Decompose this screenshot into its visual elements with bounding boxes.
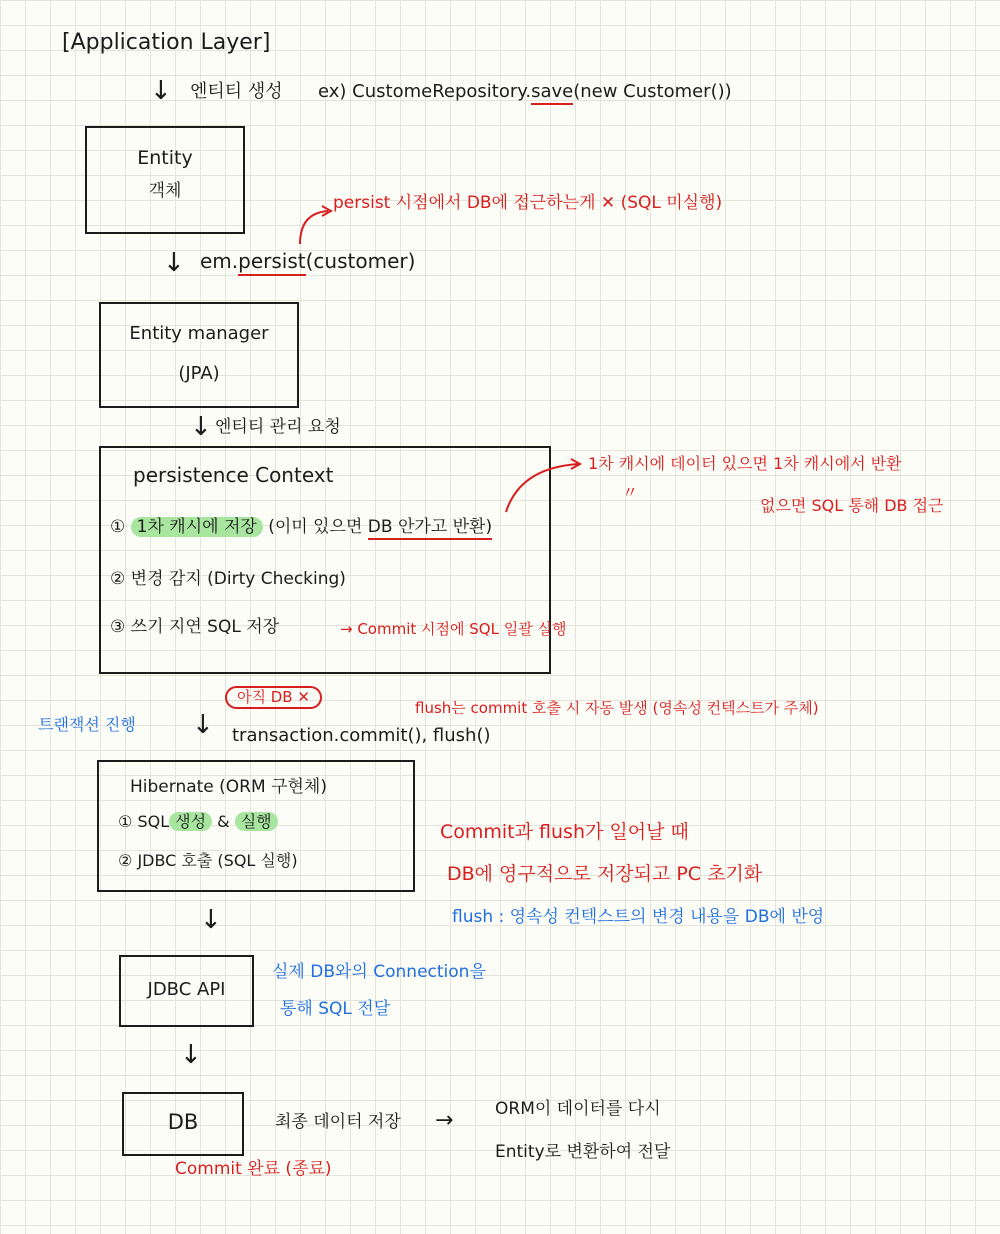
- entity-box-title: Entity: [137, 147, 193, 169]
- cache-note-line2: 없으면 SQL 통해 DB 접근: [760, 496, 944, 515]
- commit-flush-note-line2: DB에 영구적으로 저장되고 PC 초기화: [447, 863, 763, 885]
- entity-manager-title: Entity manager: [129, 323, 269, 344]
- commit-done-label: Commit 완료 (종료): [175, 1159, 332, 1179]
- pc-item-3-note: → Commit 시점에 SQL 일괄 실행: [340, 620, 567, 638]
- not-yet-db-note: 아직 DB ✕: [225, 686, 322, 709]
- cache-note-arrow: [506, 464, 578, 512]
- down-arrow-5: ↓: [200, 905, 222, 935]
- persist-note: persist 시점에서 DB에 접근하는게 ✕ (SQL 미실행): [333, 193, 723, 213]
- flush-definition: flush : 영속성 컨텍스트의 변경 내용을 DB에 반영: [452, 907, 825, 927]
- orm-note-line2: Entity로 변환하여 전달: [495, 1142, 671, 1162]
- down-arrow-4: ↓: [192, 710, 214, 740]
- hibernate-item-2: ② JDBC 호출 (SQL 실행): [118, 851, 298, 870]
- hibernate-item-1: ① SQL 생성 & 실행: [118, 813, 278, 831]
- entity-box-subtitle: 객체: [148, 181, 182, 201]
- down-arrow-3: ↓: [190, 412, 212, 442]
- hibernate-title: Hibernate (ORM 구현체): [130, 777, 327, 797]
- db-title: DB: [167, 1110, 199, 1134]
- step1-example: ex) CustomeRepository.save(new Customer()): [318, 82, 732, 103]
- jdbc-api-title: JDBC API: [147, 979, 226, 1000]
- pc-item-1-highlight: 1차 캐시에 저장: [131, 517, 263, 537]
- down-arrow-1: ↓: [150, 76, 172, 106]
- persistence-context-title: persistence Context: [133, 463, 334, 487]
- pc-item-3: ③ 쓰기 지연 SQL 저장: [110, 617, 280, 637]
- commit-flush-note-line1: Commit과 flush가 일어날 때: [440, 821, 689, 843]
- step3-label: 엔티티 관리 요청: [215, 417, 341, 437]
- right-arrow-icon: →: [435, 1108, 454, 1133]
- down-arrow-6: ↓: [180, 1040, 202, 1070]
- cache-note-line1: 1차 캐시에 데이터 있으면 1차 캐시에서 반환: [588, 454, 902, 473]
- step1-label: 엔티티 생성: [190, 81, 283, 102]
- down-arrow-2: ↓: [163, 248, 185, 278]
- flush-note: flush는 commit 호출 시 자동 발생 (영속성 컨텍스트가 주체): [415, 699, 819, 717]
- persist-call: em.persist(customer): [200, 250, 415, 273]
- jdbc-note-line1: 실제 DB와의 Connection을: [272, 962, 486, 982]
- entity-manager-subtitle: (JPA): [178, 363, 220, 384]
- transaction-label: 트랜잭션 진행: [38, 715, 136, 734]
- orm-note-line1: ORM이 데이터를 다시: [495, 1099, 661, 1119]
- pc-item-2: ② 변경 감지 (Dirty Checking): [110, 569, 346, 589]
- pc-item-1: ① 1차 캐시에 저장 (이미 있으면 DB 안가고 반환): [110, 518, 492, 538]
- cache-note-ditto: 〃: [622, 483, 639, 502]
- db-store-label: 최종 데이터 저장: [275, 1112, 401, 1132]
- jdbc-note-line2: 통해 SQL 전달: [280, 999, 391, 1019]
- application-layer-header: [Application Layer]: [62, 30, 271, 55]
- commit-call: transaction.commit(), flush(): [232, 725, 491, 746]
